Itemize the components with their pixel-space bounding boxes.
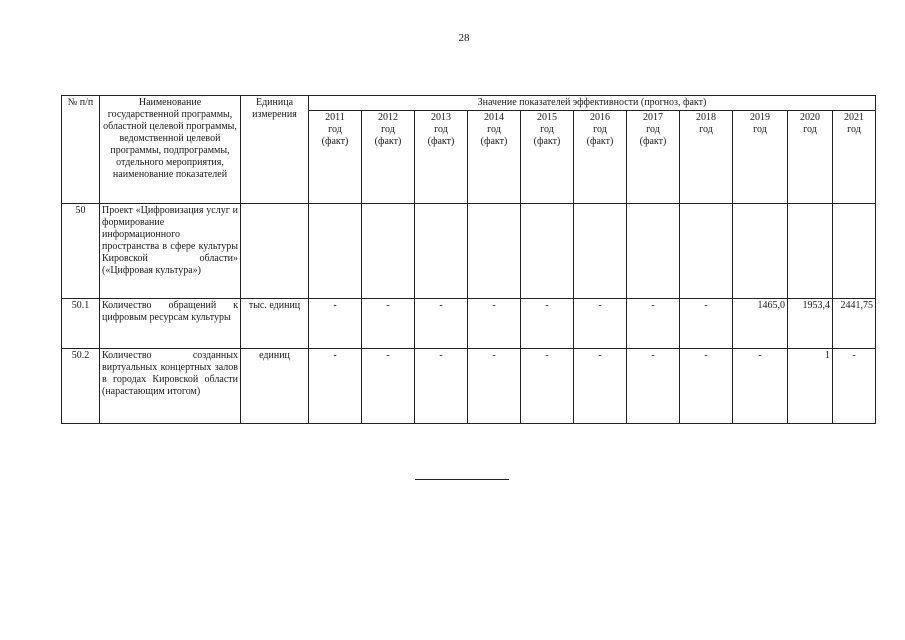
page-number: 28 bbox=[458, 32, 470, 44]
row-value-2011: - bbox=[309, 299, 362, 349]
header-year-2011 bbox=[309, 111, 362, 204]
header-year-line2: год bbox=[753, 124, 767, 135]
header-year-line3: (факт) bbox=[321, 136, 349, 147]
row-unit bbox=[241, 204, 309, 299]
row-value-2013: - bbox=[415, 349, 468, 424]
end-divider bbox=[415, 479, 509, 480]
header-year-2013 bbox=[415, 111, 468, 204]
row-value-2020: 1953,4 bbox=[788, 299, 833, 349]
header-values-group: Значение показателей эффективности (прогноз, факт) bbox=[309, 96, 876, 111]
table-body bbox=[62, 204, 876, 424]
header-year-2012 bbox=[362, 111, 415, 204]
indicators-table bbox=[61, 95, 876, 424]
row-value-2018: - bbox=[680, 349, 733, 424]
row-value-2013: - bbox=[415, 299, 468, 349]
header-year-year: 2015 bbox=[537, 112, 557, 123]
row-value-2016: - bbox=[574, 349, 627, 424]
header-year-line3: (факт) bbox=[427, 136, 455, 147]
row-value-2019: 1465,0 bbox=[733, 299, 788, 349]
header-year-2017 bbox=[627, 111, 680, 204]
table-row bbox=[62, 299, 876, 349]
header-year-line3: (факт) bbox=[374, 136, 402, 147]
header-year-line2: год bbox=[699, 124, 713, 135]
header-year-2014 bbox=[468, 111, 521, 204]
header-year-year: 2013 bbox=[431, 112, 451, 123]
row-value-2012 bbox=[362, 204, 415, 299]
row-value-2018 bbox=[680, 204, 733, 299]
header-year-year: 2018 bbox=[696, 112, 716, 123]
header-year-line2: год bbox=[487, 124, 501, 135]
row-value-2011: - bbox=[309, 349, 362, 424]
header-year-2021 bbox=[833, 111, 876, 204]
row-unit: единиц bbox=[241, 349, 309, 424]
row-value-2020 bbox=[788, 204, 833, 299]
table-row bbox=[62, 349, 876, 424]
header-year-year: 2011 bbox=[325, 112, 345, 123]
header-name: Наименование государственной программы, областной целевой программы, ведомственной целевой программы, подпрограммы, отдельного мероприятия, наименование показателей bbox=[100, 96, 241, 204]
row-name: Количество обращений к цифровым ресурсам культуры bbox=[100, 299, 241, 349]
header-year-2019 bbox=[733, 111, 788, 204]
row-value-2015: - bbox=[521, 299, 574, 349]
row-num: 50 bbox=[62, 204, 100, 299]
header-year-line2: год bbox=[381, 124, 395, 135]
header-year-line2: год bbox=[593, 124, 607, 135]
header-year-line2: год bbox=[434, 124, 448, 135]
header-year-year: 2019 bbox=[750, 112, 770, 123]
table-row bbox=[62, 204, 876, 299]
header-year-line2: год bbox=[328, 124, 342, 135]
row-value-2012: - bbox=[362, 349, 415, 424]
row-value-2021 bbox=[833, 204, 876, 299]
row-name: Проект «Цифровизация услуг и формирование информационного пространства в сфере культуры Кировской области» («Цифровая культура») bbox=[100, 204, 241, 299]
row-name: Количество созданных виртуальных концертных залов в городах Кировской области (нарастающим итогом) bbox=[100, 349, 241, 424]
row-value-2020: 1 bbox=[788, 349, 833, 424]
row-value-2015 bbox=[521, 204, 574, 299]
header-year-year: 2012 bbox=[378, 112, 398, 123]
header-year-line3: (факт) bbox=[480, 136, 508, 147]
row-value-2014: - bbox=[468, 299, 521, 349]
row-value-2014: - bbox=[468, 349, 521, 424]
header-year-2018 bbox=[680, 111, 733, 204]
row-value-2015: - bbox=[521, 349, 574, 424]
row-value-2012: - bbox=[362, 299, 415, 349]
row-value-2016 bbox=[574, 204, 627, 299]
header-year-2016 bbox=[574, 111, 627, 204]
row-value-2013 bbox=[415, 204, 468, 299]
row-value-2018: - bbox=[680, 299, 733, 349]
row-value-2016: - bbox=[574, 299, 627, 349]
header-year-year: 2021 bbox=[844, 112, 864, 123]
header-year-year: 2020 bbox=[800, 112, 820, 123]
row-num: 50.2 bbox=[62, 349, 100, 424]
header-year-year: 2014 bbox=[484, 112, 504, 123]
row-unit: тыс. единиц bbox=[241, 299, 309, 349]
row-value-2021: - bbox=[833, 349, 876, 424]
header-year-line2: год bbox=[646, 124, 660, 135]
header-year-2020 bbox=[788, 111, 833, 204]
header-year-line2: год bbox=[847, 124, 861, 135]
row-value-2021: 2441,75 bbox=[833, 299, 876, 349]
row-value-2017: - bbox=[627, 349, 680, 424]
header-year-year: 2016 bbox=[590, 112, 610, 123]
row-value-2011 bbox=[309, 204, 362, 299]
row-value-2017 bbox=[627, 204, 680, 299]
header-year-line3: (факт) bbox=[639, 136, 667, 147]
header-year-2015 bbox=[521, 111, 574, 204]
header-year-line2: год bbox=[803, 124, 817, 135]
header-year-line3: (факт) bbox=[533, 136, 561, 147]
header-num: № п/п bbox=[62, 96, 100, 204]
row-num: 50.1 bbox=[62, 299, 100, 349]
row-value-2014 bbox=[468, 204, 521, 299]
header-year-year: 2017 bbox=[643, 112, 663, 123]
header-year-line2: год bbox=[540, 124, 554, 135]
row-value-2019 bbox=[733, 204, 788, 299]
header-year-line3: (факт) bbox=[586, 136, 614, 147]
row-value-2019: - bbox=[733, 349, 788, 424]
header-unit: Единица измерения bbox=[241, 96, 309, 204]
row-value-2017: - bbox=[627, 299, 680, 349]
